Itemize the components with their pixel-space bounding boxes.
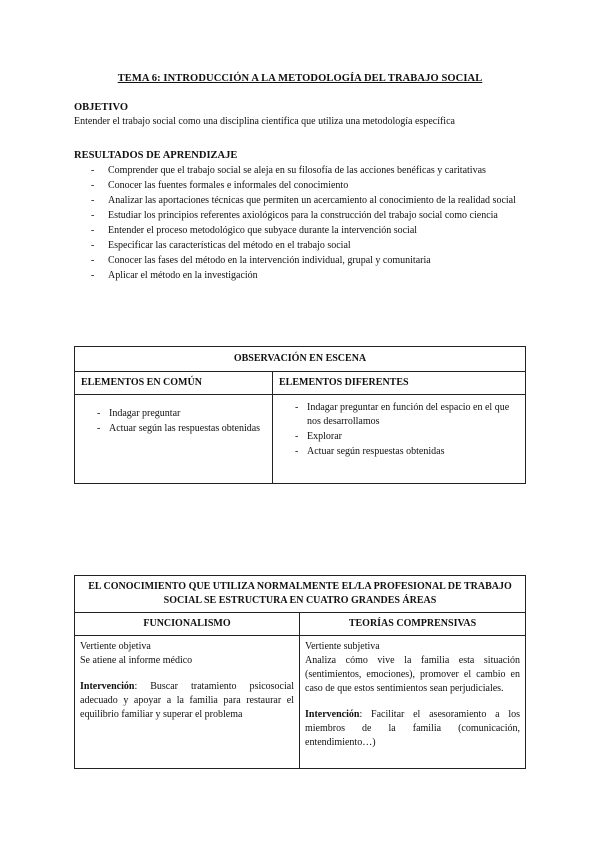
list-item: - Conocer las fases del método en la intervención individual, grupal y comunitaria bbox=[74, 254, 528, 268]
list-item: - Analizar las aportaciones técnicas que permiten un acercamiento al conocimiento de la realidad social bbox=[74, 194, 528, 208]
list-item: - Especificar las características del método en el trabajo social bbox=[74, 239, 528, 253]
objective-heading: OBJETIVO bbox=[74, 102, 129, 113]
list-item: - Entender el proceso metodológico que subyace durante la intervención social bbox=[74, 224, 528, 238]
knowledge-left-header: FUNCIONALISMO bbox=[75, 613, 300, 636]
list-item: - Indagar preguntar bbox=[75, 407, 272, 421]
results-list bbox=[74, 164, 528, 283]
observation-left-cell bbox=[75, 395, 273, 484]
functionalism-cell bbox=[75, 636, 300, 769]
list-item: - Comprender que el trabajo social se aleja en su filosofía de las acciones benéficas y caritativas bbox=[74, 164, 528, 178]
observation-right-header: ELEMENTOS DIFERENTES bbox=[273, 372, 526, 395]
comprehensive-intervention bbox=[305, 708, 520, 750]
intervention-label: Intervención bbox=[305, 709, 360, 720]
list-item: - Conocer las fuentes formales e informales del conocimiento bbox=[74, 179, 528, 193]
functionalism-line-2: Se atiene al informe médico bbox=[80, 655, 193, 666]
list-item: - Explorar bbox=[273, 430, 521, 444]
list-item: - Actuar según las respuestas obtenidas bbox=[75, 422, 272, 436]
list-item: - Aplicar el método en la investigación bbox=[74, 269, 528, 283]
functionalism-intervention bbox=[80, 680, 294, 722]
intervention-text: : Buscar tratamiento psicosocial adecuado y apoyar a la familia para restaurar el equilibrio familiar y superar el problema bbox=[80, 681, 294, 720]
comprehensive-line-1: Vertiente subjetiva bbox=[305, 641, 380, 652]
objective-text: Entender el trabajo social como una disciplina científica que utiliza una metodología específica bbox=[74, 116, 455, 127]
results-section bbox=[74, 149, 528, 283]
document-title: TEMA 6: INTRODUCCIÓN A LA METODOLOGÍA DEL TRABAJO SOCIAL bbox=[117, 73, 483, 84]
list-item: - Indagar preguntar en función del espacio en el que nos desarrollamos bbox=[273, 401, 521, 429]
observation-title: OBSERVACIÓN EN ESCENA bbox=[75, 347, 526, 372]
list-item: - Actuar según respuestas obtenidas bbox=[273, 445, 521, 459]
knowledge-table bbox=[74, 575, 526, 769]
list-item: - Estudiar los principios referentes axiológicos para la construcción del trabajo social como ciencia bbox=[74, 209, 528, 223]
results-heading: RESULTADOS DE APRENDIZAJE bbox=[74, 150, 238, 161]
comprehensive-cell bbox=[300, 636, 526, 769]
knowledge-right-header: TEORÍAS COMPRENSIVAS bbox=[300, 613, 526, 636]
objective-section bbox=[74, 101, 528, 129]
observation-right-cell bbox=[273, 395, 526, 484]
observation-left-header: ELEMENTOS EN COMÚN bbox=[75, 372, 273, 395]
knowledge-title: EL CONOCIMIENTO QUE UTILIZA NORMALMENTE EL/LA PROFESIONAL DE TRABAJO SOCIAL SE ESTRUCTURA EN CUATRO GRANDES ÁREAS bbox=[75, 576, 526, 613]
comprehensive-line-2: Analiza cómo vive la familia esta situación (sentimientos, emociones), promover el cambio en caso de que estos sentimientos sean perjudiciales. bbox=[305, 655, 520, 694]
intervention-text: : Facilitar el asesoramiento a los miembros de la familia (comunicación, entendimiento…) bbox=[305, 709, 520, 748]
intervention-label: Intervención bbox=[80, 681, 135, 692]
functionalism-line-1: Vertiente objetiva bbox=[80, 641, 151, 652]
observation-table bbox=[74, 346, 526, 484]
